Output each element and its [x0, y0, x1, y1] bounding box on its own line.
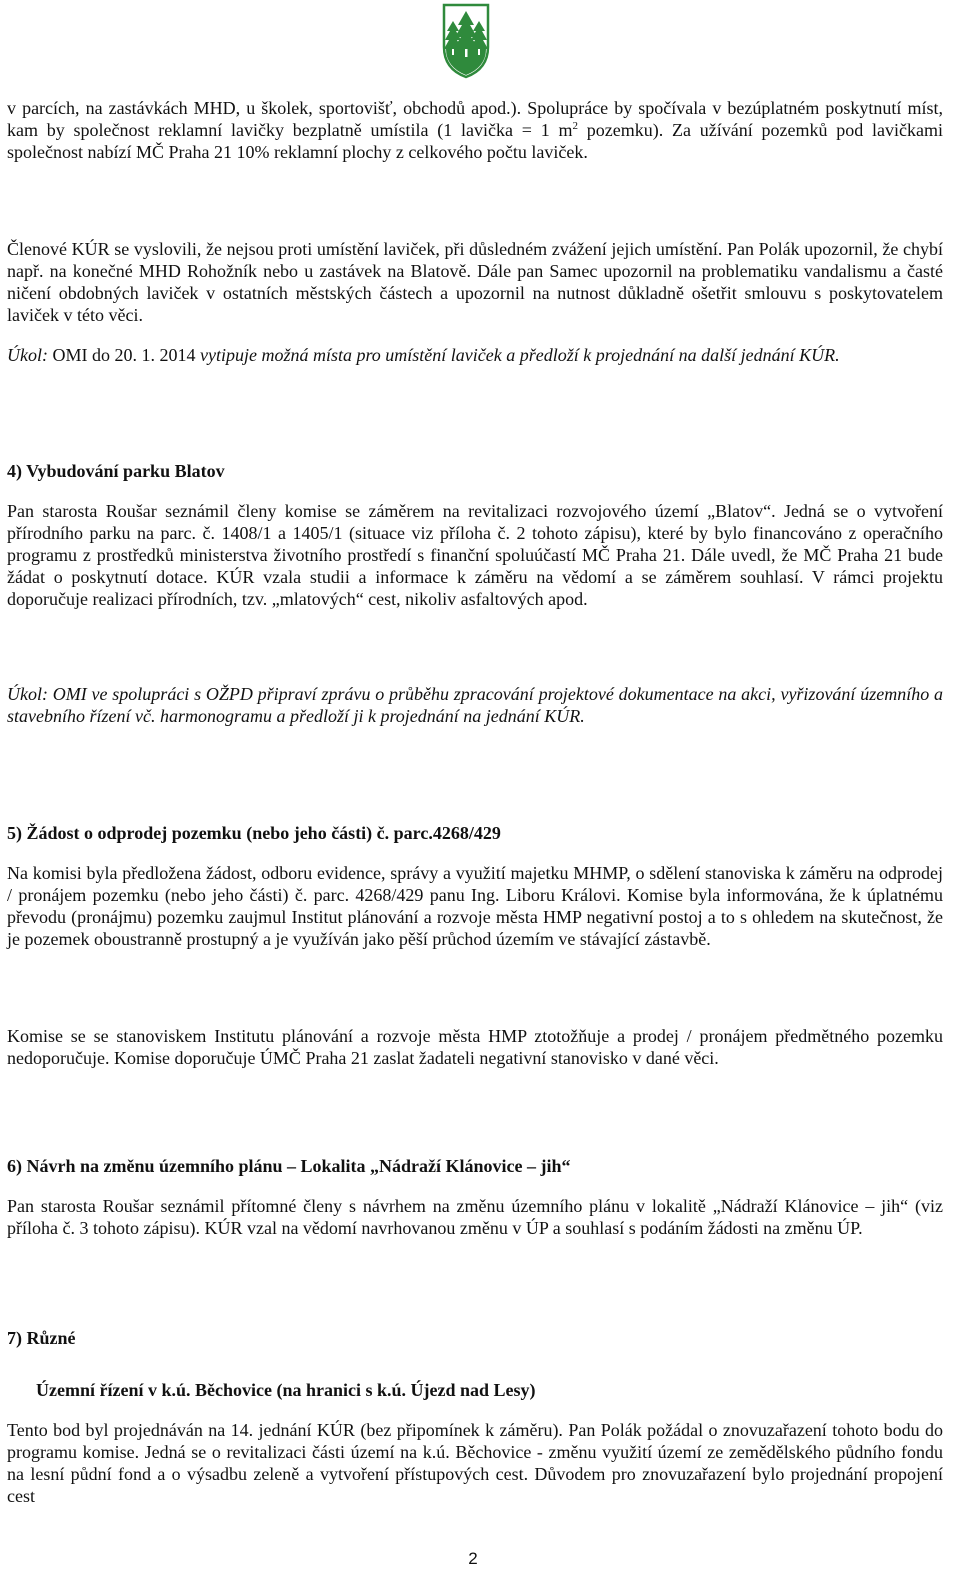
section-5-paragraph-2 — [7, 1025, 943, 1069]
intro-text-continued: pozemku). Za užívání pozemků pod lavičkami společnost nabízí MČ Praha 21 10% reklamní plochy z celkového počtu laviček. — [7, 120, 943, 162]
section-4-heading: 4) Vybudování parku Blatov — [7, 461, 225, 481]
section-5-heading: 5) Žádost o odprodej pozemku (nebo jeho části) č. parc.4268/429 — [7, 823, 501, 843]
intro-text: v parcích, na zastávkách MHD, u školek, sportovišť, obchodů apod.). Spolupráce by spočívala v bezúplatném poskytnutí míst, kam by společnost reklamní lavičky bezplatně umístila (1 lavička = 1 m — [7, 98, 943, 140]
section-4-paragraph — [7, 500, 943, 610]
forest-trees-shield-icon — [441, 3, 491, 79]
task-assignee: OMI do 20. 1. 2014 — [47, 345, 200, 365]
section-6-paragraph — [7, 1195, 943, 1239]
section-5-paragraph — [7, 862, 943, 950]
paragraph-text: Pan starosta Roušar seznámil přítomné členy s návrhem na změnu územního plánu v lokalitě „Nádraží Klánovice – jih“ (viz příloha č. 3 tohoto zápisu). KÚR vzal na vědomí navrhovanou změnu v ÚP a souhlasí s podáním žádosti na změnu ÚP. — [7, 1196, 943, 1238]
section-7-subheading: Územní řízení v k.ú. Běchovice (na hranici s k.ú. Újezd nad Lesy) — [36, 1380, 536, 1400]
task-text: Úkol: OMI ve spolupráci s OŽPD připraví zprávu o průběhu zpracování projektové dokumentace na akci, vyřizování územního a stavebního řízení vč. harmonogramu a předloží ji k projednání na jednání KÚR. — [7, 684, 943, 726]
paragraph-text: Pan starosta Roušar seznámil členy komise se záměrem na revitalizaci rozvojového území „Blatov“. Jedná se o vytvoření přírodního parku na parc. č. 1408/1 a 1405/1 (situace viz příloha č. 2 tohoto zápisu), které by bylo financováno z operačního programu z prostředků ministerstva životního prostředí s finanční spoluúčastí MČ Praha 21. Dále uvedl, že MČ Praha 21 bude žádat o poskytnutí dotace. KÚR vzala studii a informace k záměru na vědomí a se záměrem souhlasí. V rámci projektu doporučuje realizaci přírodních, tzv. „mlatových“ cest, nikoliv asfaltových apod. — [7, 501, 943, 609]
section-4-task — [7, 683, 943, 727]
section-7-heading: 7) Různé — [7, 1328, 76, 1348]
intro-paragraph — [7, 97, 943, 163]
task-text: vytipuje možná místa pro umístění laviček a předloží k projednání na další jednání KÚR. — [199, 345, 840, 365]
paragraph-text: Tento bod byl projednáván na 14. jednání KÚR (bez připomínek k záměru). Pan Polák požádal o znovuzařazení tohoto bodu do programu komise. Jedná se o revitalizaci části území na k.ú. Běchovice - změnu využití území ze zemědělského půdního fondu na lesní půdní fond a o výsadbu zeleně a vytvoření přístupových cest. Důvodem pro znovuzařazení bylo projednání propojení cest — [7, 1420, 943, 1506]
task-label: Úkol: — [7, 345, 48, 365]
paragraph-text: Na komisi byla předložena žádost, odboru evidence, správy a využití majetku MHMP, o sdělení stanoviska k záměru na odprodej / pronájem pozemku (nebo jeho části) č. parc. 4268/429 panu Ing. Liboru Královi. Komise byla informována, že k úplatnému převodu (pronájmu) pozemku zaujmul Institut plánování a rozvoje města HMP negativní postoj a to s ohledem na skutečnost, že je pozemek oboustranně prostupný a je využíván jako pěší průchod územím ve stávající zástavbě. — [7, 863, 943, 949]
section-7-paragraph — [7, 1419, 943, 1507]
paragraph-text: Členové KÚR se vyslovili, že nejsou proti umístění laviček, při důsledném zvážení jejich umístění. Pan Polák upozornil, že chybí např. na konečné MHD Rohožník nebo u zastávek na Blatově. Dále pan Samec upozornil na problematiku vandalismu a časté ničení obdobných laviček v ostatních městských částech a upozornil na nutnost důkladně ošetřit smlouvu s poskytovatelem laviček v této věci. — [7, 239, 943, 325]
kur-members-paragraph — [7, 238, 943, 326]
paragraph-text: Komise se se stanoviskem Institutu plánování a rozvoje města HMP ztotožňuje a prodej / pronájem předmětného pozemku nedoporučuje. Komise doporučuje ÚMČ Praha 21 zaslat žadateli negativní stanovisko v dané věci. — [7, 1026, 943, 1068]
page-number: 2 — [468, 1549, 478, 1568]
municipal-logo — [441, 3, 491, 79]
section-6-heading: 6) Návrh na změnu územního plánu – Lokalita „Nádraží Klánovice – jih“ — [7, 1156, 571, 1176]
task-paragraph — [7, 344, 943, 366]
superscript: 2 — [572, 120, 578, 132]
